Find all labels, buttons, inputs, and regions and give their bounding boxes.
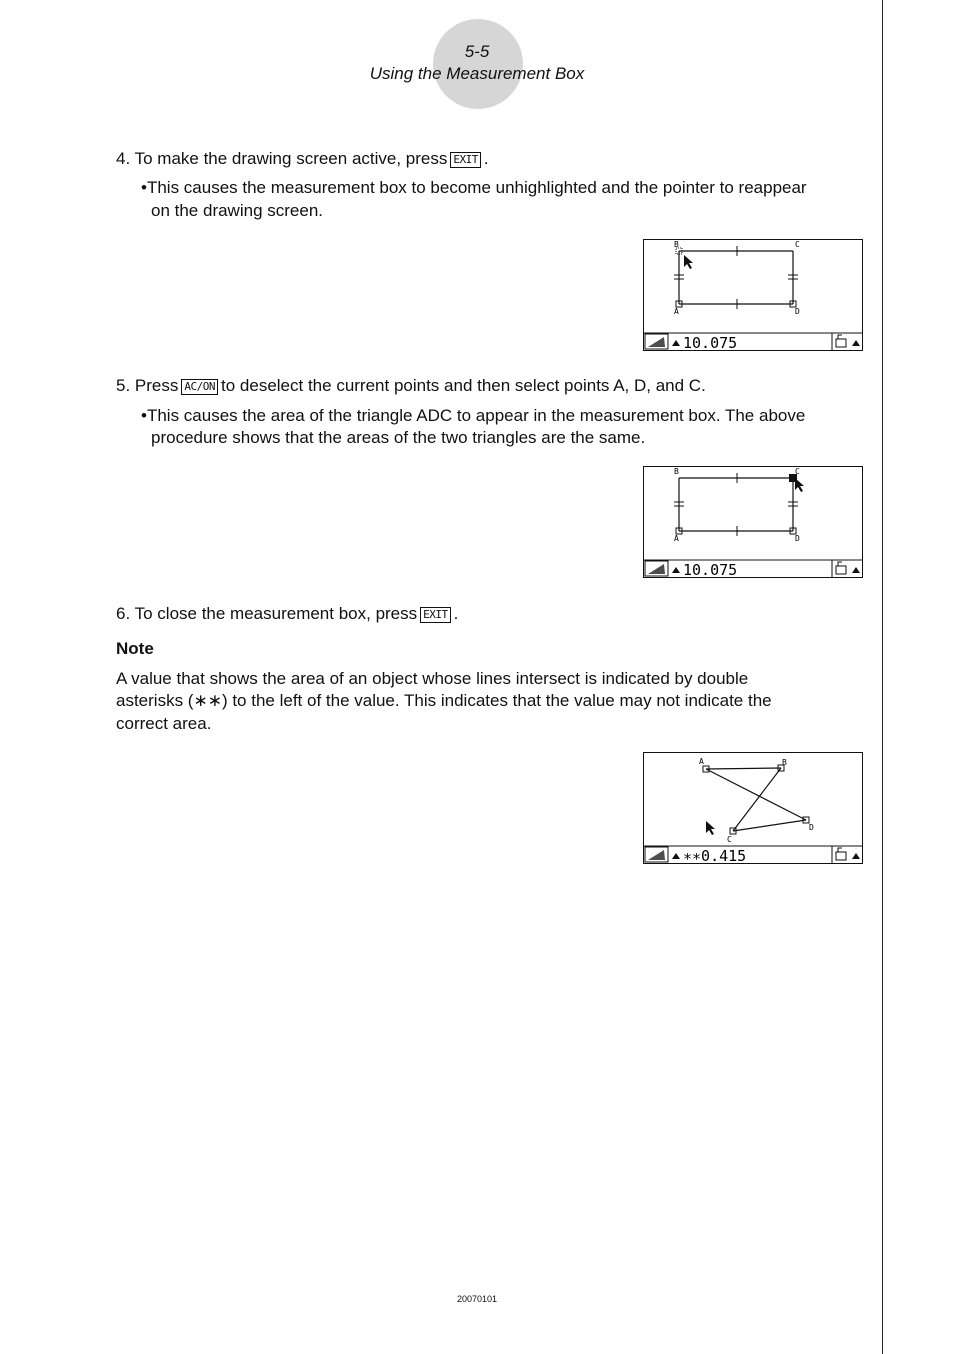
- note-line-3: correct area.: [116, 714, 212, 733]
- point-label-d: D: [795, 307, 800, 316]
- calculator-screen-1: [643, 239, 863, 351]
- calculator-screen-2: [643, 466, 863, 578]
- point-label-a: A: [674, 307, 679, 316]
- exit-key-icon: EXIT: [450, 152, 481, 168]
- step-5-pre: Press: [134, 376, 179, 395]
- step-5-number: 5.: [116, 376, 131, 395]
- point-label-b: B: [674, 467, 679, 476]
- ac-on-key-icon: AC/ON: [181, 379, 218, 395]
- step-4-end: .: [483, 149, 489, 168]
- note-line-1: A value that shows the area of an object whose lines intersect is indicated by double: [116, 669, 749, 688]
- point-label-d: D: [809, 823, 814, 832]
- step-6-end: .: [453, 604, 459, 623]
- calculator-screen-3: [643, 752, 863, 864]
- measurement-value: 10.075: [683, 334, 738, 351]
- step-4-bullet-line-1: •This causes the measurement box to become unhighlighted and the pointer to reappear: [141, 178, 807, 197]
- step-5-text: to deselect the current points and then select points A, D, and C.: [221, 376, 706, 395]
- section-title: Using the Measurement Box: [369, 64, 585, 83]
- step-4-text: To make the drawing screen active, press: [134, 149, 448, 168]
- step-4-number: 4.: [116, 149, 131, 168]
- note-heading: Note: [116, 639, 154, 658]
- point-label-c: C: [795, 467, 800, 476]
- measurement-value: 10.075: [683, 561, 738, 578]
- point-label-a: A: [674, 534, 679, 543]
- step-6: [116, 602, 458, 625]
- point-label-d: D: [795, 534, 800, 543]
- note-line-2: asterisks (∗∗) to the left of the value. This indicates that the value may not indicate the: [116, 691, 772, 710]
- step-5-bullet-line-2: procedure shows that the areas of the two triangles are the same.: [151, 428, 646, 447]
- exit-key-icon: EXIT: [420, 607, 451, 623]
- point-label-b: B: [674, 240, 679, 249]
- section-number: 5-5: [464, 42, 490, 61]
- point-label-c: C: [727, 835, 732, 844]
- step-5-bullet-line-1: •This causes the area of the triangle ADC to appear in the measurement box. The above: [141, 406, 806, 425]
- step-4-bullet-line-2: on the drawing screen.: [151, 201, 323, 220]
- step-6-number: 6.: [116, 604, 131, 623]
- point-label-a: A: [699, 757, 704, 766]
- point-label-c: C: [795, 240, 800, 249]
- step-5: [116, 374, 706, 397]
- footer-code: 20070101: [456, 1294, 498, 1304]
- step-4: [116, 147, 489, 170]
- measurement-value: ∗∗0.415: [683, 847, 747, 864]
- step-6-text: To close the measurement box, press: [134, 604, 418, 623]
- point-label-b: B: [782, 758, 787, 767]
- page-border-rule: [882, 0, 883, 1354]
